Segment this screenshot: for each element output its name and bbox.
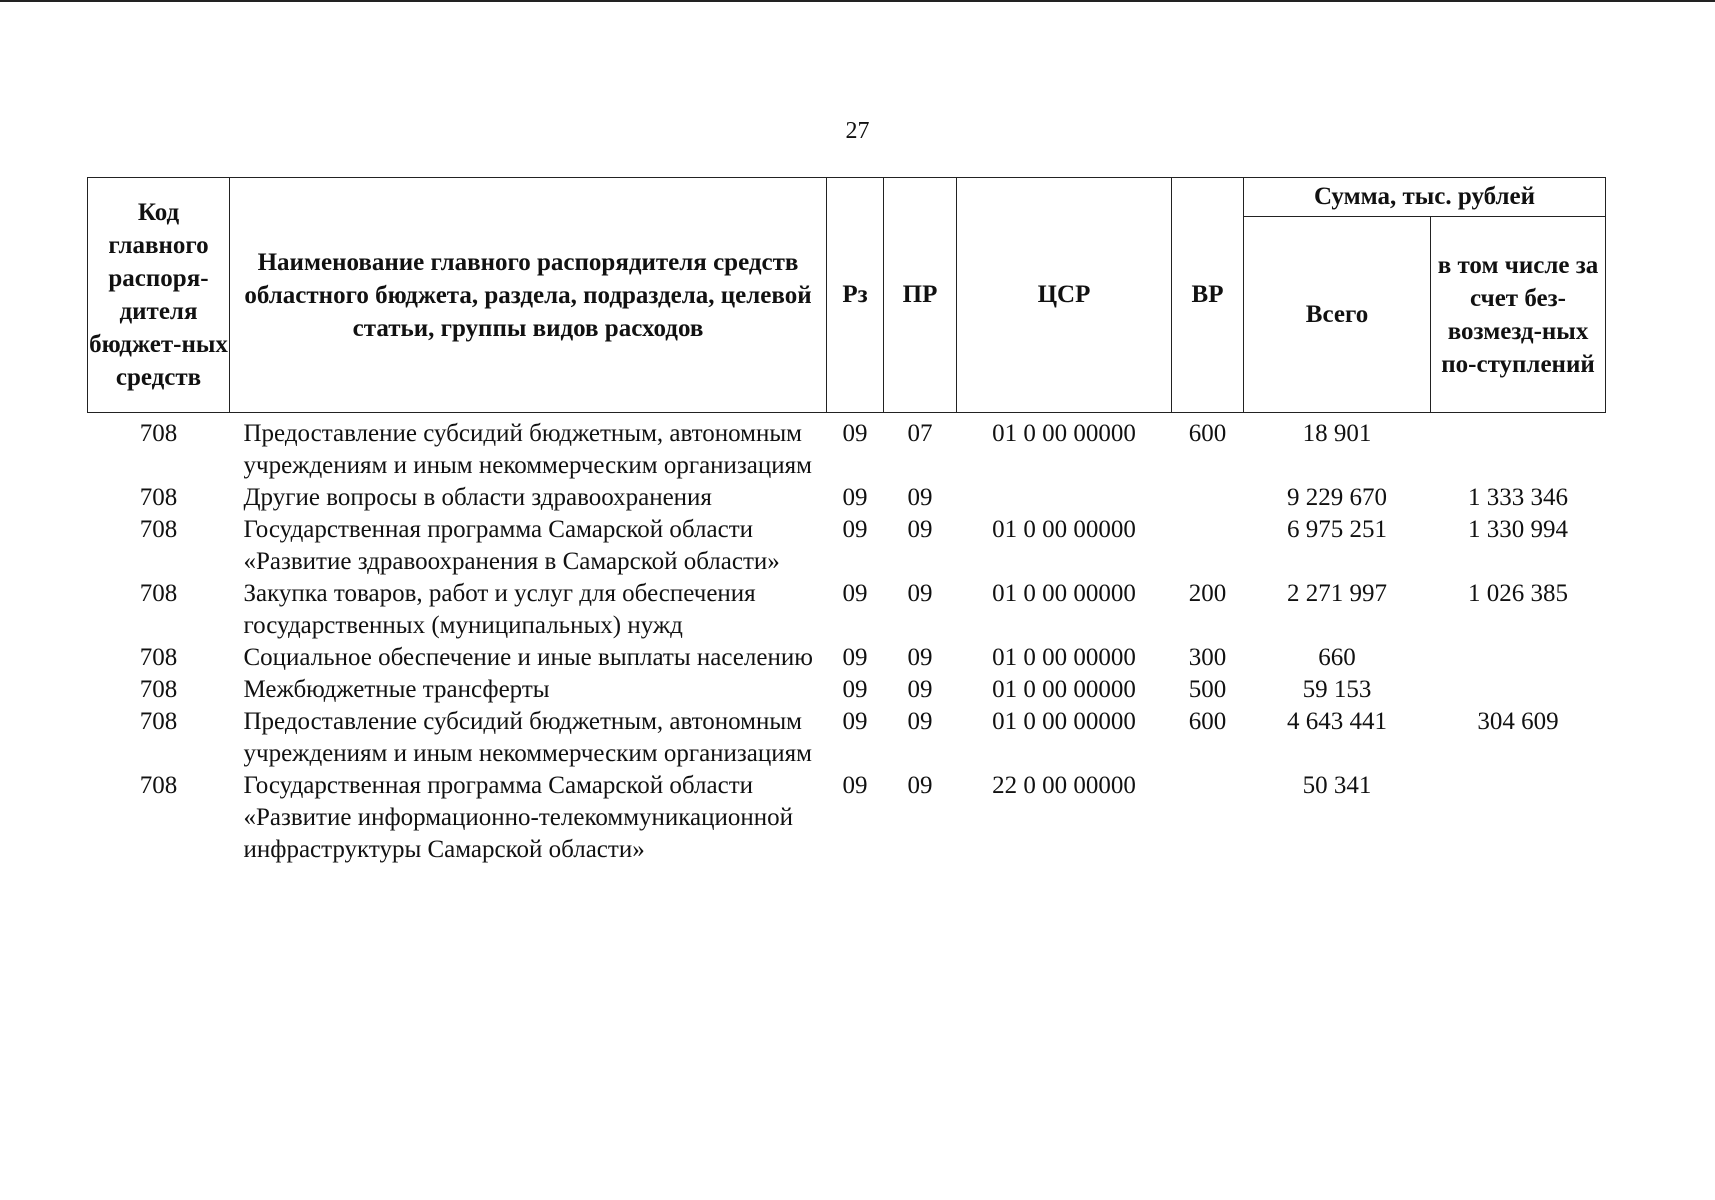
cell-name: Другие вопросы в области здравоохранения — [243, 484, 712, 511]
cell-free-receipts: 1 333 346 — [1468, 484, 1568, 511]
cell-name: Предоставление субсидий бюджетным, автономным учреждениям и иным некоммерческим организациям — [243, 420, 812, 479]
cell-csr: 01 0 00 00000 — [992, 420, 1136, 447]
cell-code: 708 — [139, 676, 178, 703]
cell-csr: 01 0 00 00000 — [992, 580, 1136, 607]
cell-free-receipts: 304 609 — [1477, 708, 1559, 735]
cell-pr: 09 — [907, 644, 933, 671]
cell-pr: 09 — [907, 676, 933, 703]
cell-vr: 500 — [1188, 676, 1227, 703]
cell-vr: 200 — [1188, 580, 1227, 607]
header-free-receipts: в том числе за счет без-возмезд-ных по-ступлений — [1431, 217, 1606, 413]
table-row — [88, 706, 1606, 770]
table-row — [88, 514, 1606, 578]
cell-csr: 22 0 00 00000 — [992, 772, 1136, 799]
cell-code: 708 — [139, 420, 178, 447]
cell-name: Межбюджетные трансферты — [243, 676, 550, 703]
cell-csr: 01 0 00 00000 — [992, 708, 1136, 735]
cell-pr: 09 — [907, 772, 933, 799]
cell-name: Закупка товаров, работ и услуг для обеспечения государственных (муниципальных) нужд — [243, 580, 756, 639]
cell-pr: 09 — [907, 580, 933, 607]
table-row — [88, 674, 1606, 706]
cell-rz: 09 — [842, 420, 868, 447]
cell-pr: 07 — [907, 420, 933, 447]
table-row — [88, 413, 1606, 483]
cell-total: 4 643 441 — [1287, 708, 1387, 735]
cell-vr: 600 — [1188, 708, 1227, 735]
cell-pr: 09 — [907, 484, 933, 511]
header-sum: Сумма, тыс. рублей — [1244, 178, 1606, 217]
header-row-1 — [88, 178, 1606, 217]
cell-rz: 09 — [842, 772, 868, 799]
cell-free-receipts — [1431, 770, 1606, 866]
cell-total: 59 153 — [1302, 676, 1372, 703]
cell-vr: 600 — [1188, 420, 1227, 447]
header-code: Код главного распоря-дителя бюджет-ных средств — [88, 178, 230, 413]
cell-free-receipts — [1431, 674, 1606, 706]
cell-free-receipts: 1 330 994 — [1468, 516, 1568, 543]
table-row — [88, 642, 1606, 674]
cell-total: 50 341 — [1302, 772, 1372, 799]
cell-vr: 300 — [1188, 644, 1227, 671]
cell-total: 18 901 — [1302, 420, 1372, 447]
header-name: Наименование главного распорядителя средств областного бюджета, раздела, подраздела, целевой статьи, группы видов расходов — [230, 178, 827, 413]
cell-total: 2 271 997 — [1287, 580, 1387, 607]
cell-name: Государственная программа Самарской области «Развитие информационно-телекоммуникационной инфраструктуры Самарской области» — [243, 772, 794, 863]
cell-code: 708 — [139, 484, 178, 511]
header-total: Всего — [1244, 217, 1431, 413]
cell-vr — [1172, 770, 1244, 866]
header-csr: ЦСР — [957, 178, 1172, 413]
cell-free-receipts: 1 026 385 — [1468, 580, 1568, 607]
budget-table — [87, 177, 1606, 866]
header-rz: Рз — [827, 178, 884, 413]
cell-rz: 09 — [842, 484, 868, 511]
cell-free-receipts — [1431, 413, 1606, 483]
cell-code: 708 — [139, 580, 178, 607]
cell-rz: 09 — [842, 676, 868, 703]
cell-code: 708 — [139, 516, 178, 543]
cell-rz: 09 — [842, 708, 868, 735]
cell-code: 708 — [139, 708, 178, 735]
cell-csr: 01 0 00 00000 — [992, 644, 1136, 671]
cell-rz: 09 — [842, 516, 868, 543]
cell-rz: 09 — [842, 644, 868, 671]
cell-total: 660 — [1318, 644, 1356, 671]
cell-code: 708 — [139, 644, 178, 671]
cell-csr — [957, 482, 1172, 514]
cell-total: 6 975 251 — [1287, 516, 1387, 543]
cell-pr: 09 — [907, 516, 933, 543]
table-body — [88, 413, 1606, 867]
cell-free-receipts — [1431, 642, 1606, 674]
table-row — [88, 578, 1606, 642]
cell-pr: 09 — [907, 708, 933, 735]
cell-csr: 01 0 00 00000 — [992, 516, 1136, 543]
cell-name: Государственная программа Самарской области «Развитие здравоохранения в Самарской области» — [243, 516, 780, 575]
top-border-rule — [0, 0, 1715, 2]
cell-total: 9 229 670 — [1287, 484, 1387, 511]
cell-name: Предоставление субсидий бюджетным, автономным учреждениям и иным некоммерческим организациям — [243, 708, 812, 767]
table-row — [88, 482, 1606, 514]
header-pr: ПР — [884, 178, 957, 413]
page-number: 27 — [845, 118, 870, 144]
table-header — [88, 178, 1606, 413]
cell-vr — [1172, 514, 1244, 578]
cell-name: Социальное обеспечение и иные выплаты населению — [243, 644, 813, 671]
cell-rz: 09 — [842, 580, 868, 607]
table-row — [88, 770, 1606, 866]
cell-csr: 01 0 00 00000 — [992, 676, 1136, 703]
cell-vr — [1172, 482, 1244, 514]
cell-code: 708 — [139, 772, 178, 799]
header-vr: ВР — [1172, 178, 1244, 413]
